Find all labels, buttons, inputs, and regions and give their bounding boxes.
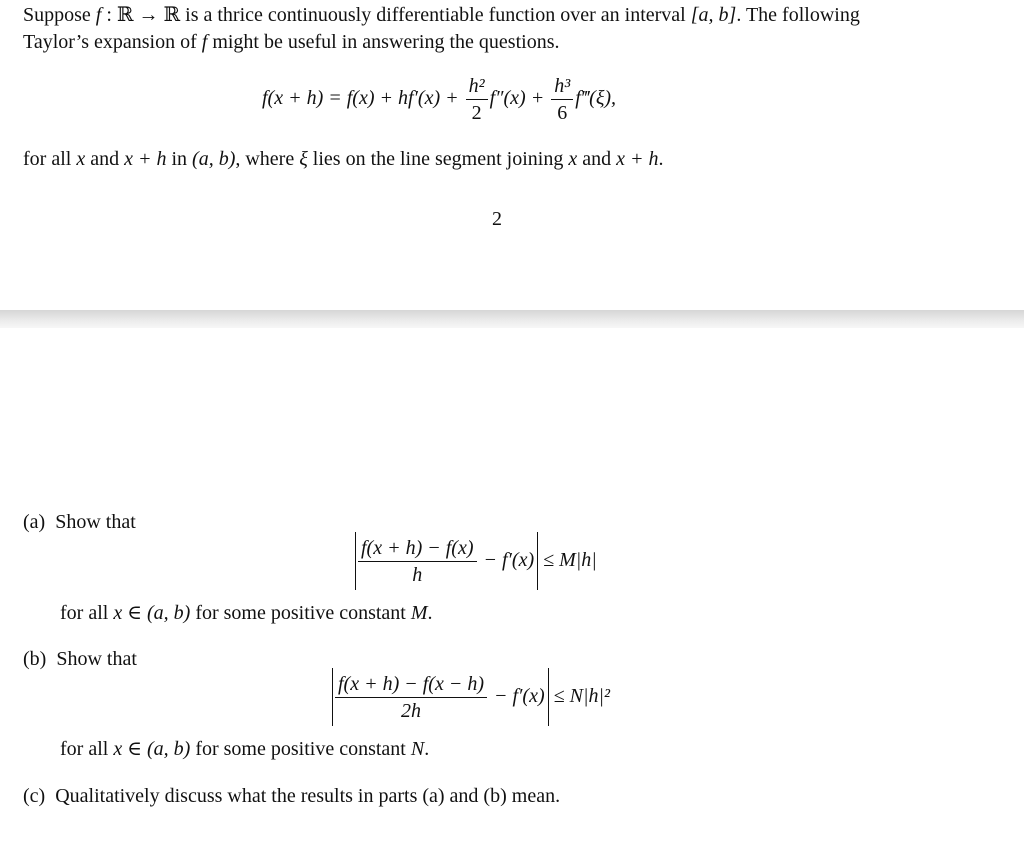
part-a-derivative: − f′(x) bbox=[483, 549, 535, 571]
abs-bar-left bbox=[332, 668, 333, 726]
tail-text: for all bbox=[60, 602, 114, 624]
tail-math: x ∈ (a, b) bbox=[113, 738, 191, 760]
intro-text: . The following bbox=[736, 4, 860, 26]
abs-bar-left bbox=[355, 532, 356, 590]
taylor-lhs: f(x + h) = f(x) + hf′(x) + bbox=[262, 87, 464, 110]
part-c bbox=[23, 783, 560, 810]
intro-text: : ℝ → ℝ is a thrice continuously differentiable function over an interval bbox=[101, 4, 691, 26]
part-b-tail bbox=[60, 736, 429, 763]
frac-denominator: 2h bbox=[401, 699, 421, 722]
frac-numerator: f(x + h) − f(x − h) bbox=[335, 674, 487, 698]
intro-text: Suppose bbox=[23, 4, 96, 26]
intro-math-interval: [a, b] bbox=[690, 4, 737, 26]
frac-numerator: h³ bbox=[551, 76, 573, 100]
condition-math: x bbox=[568, 148, 578, 170]
condition-text: in bbox=[166, 148, 193, 170]
condition-math: x + h bbox=[616, 148, 659, 170]
intro-line-1 bbox=[23, 2, 1003, 29]
part-b-prompt: Show that bbox=[56, 648, 137, 670]
condition-text: for all bbox=[23, 148, 77, 170]
condition-text: lies on the line segment joining bbox=[307, 148, 569, 170]
part-c-label: (c) bbox=[23, 785, 46, 807]
taylor-frac-h2 bbox=[466, 76, 488, 123]
abs-bar-right bbox=[537, 532, 538, 590]
intro-math-f: f bbox=[95, 4, 102, 26]
intro-line-2 bbox=[23, 29, 1003, 56]
tail-text: for some positive constant bbox=[190, 738, 411, 760]
condition-math: (a, b) bbox=[192, 148, 236, 170]
condition-math: x + h bbox=[124, 148, 167, 170]
part-b-fraction bbox=[335, 674, 487, 721]
part-a-inequality bbox=[355, 531, 597, 590]
tail-text: for some positive constant bbox=[190, 602, 411, 624]
tail-math: x ∈ (a, b) bbox=[113, 602, 191, 624]
abs-bar-right bbox=[548, 668, 549, 726]
tail-math: M bbox=[410, 602, 428, 624]
frac-numerator: h² bbox=[466, 76, 488, 100]
part-b-derivative: − f′(x) bbox=[494, 685, 545, 707]
condition-text: and bbox=[85, 148, 125, 170]
page-number: 2 bbox=[492, 208, 502, 230]
intro-paragraph bbox=[23, 2, 1003, 56]
intro-text: Taylor’s expansion of bbox=[23, 31, 202, 53]
taylor-frac-h3 bbox=[551, 76, 573, 123]
tail-text: for all bbox=[60, 738, 114, 760]
condition-math: x bbox=[76, 148, 86, 170]
frac-denominator: 2 bbox=[471, 102, 482, 124]
part-a-prompt: Show that bbox=[55, 511, 136, 533]
part-a-label: (a) bbox=[23, 511, 46, 533]
taylor-mid: f″(x) + bbox=[489, 87, 550, 110]
part-b-bound: ≤ N|h|² bbox=[553, 685, 610, 707]
tail-text: . bbox=[424, 738, 430, 760]
tail-math: N bbox=[410, 738, 425, 760]
condition-text: . bbox=[658, 148, 664, 170]
frac-denominator: 6 bbox=[557, 102, 568, 124]
frac-numerator: f(x + h) − f(x) bbox=[358, 538, 477, 562]
frac-denominator: h bbox=[412, 563, 423, 586]
part-a-heading bbox=[23, 509, 136, 536]
tail-text: . bbox=[427, 602, 433, 624]
intro-math-f: f bbox=[201, 31, 208, 53]
part-a-tail bbox=[60, 600, 433, 627]
taylor-rhs: f‴(ξ), bbox=[575, 87, 617, 110]
part-a-fraction bbox=[358, 538, 477, 585]
part-b-inequality bbox=[332, 667, 610, 726]
condition-text: and bbox=[577, 148, 617, 170]
condition-line bbox=[23, 146, 663, 173]
intro-text: might be useful in answering the questions. bbox=[207, 31, 560, 53]
part-a-bound: ≤ M|h| bbox=[543, 549, 597, 571]
page-separator bbox=[0, 310, 1024, 328]
taylor-equation bbox=[262, 76, 616, 123]
condition-math: ξ bbox=[299, 148, 308, 170]
part-b-heading bbox=[23, 646, 137, 673]
part-c-text: Qualitatively discuss what the results in parts (a) and (b) mean. bbox=[55, 785, 561, 807]
part-b-label: (b) bbox=[23, 648, 47, 670]
condition-text: , where bbox=[235, 148, 300, 170]
